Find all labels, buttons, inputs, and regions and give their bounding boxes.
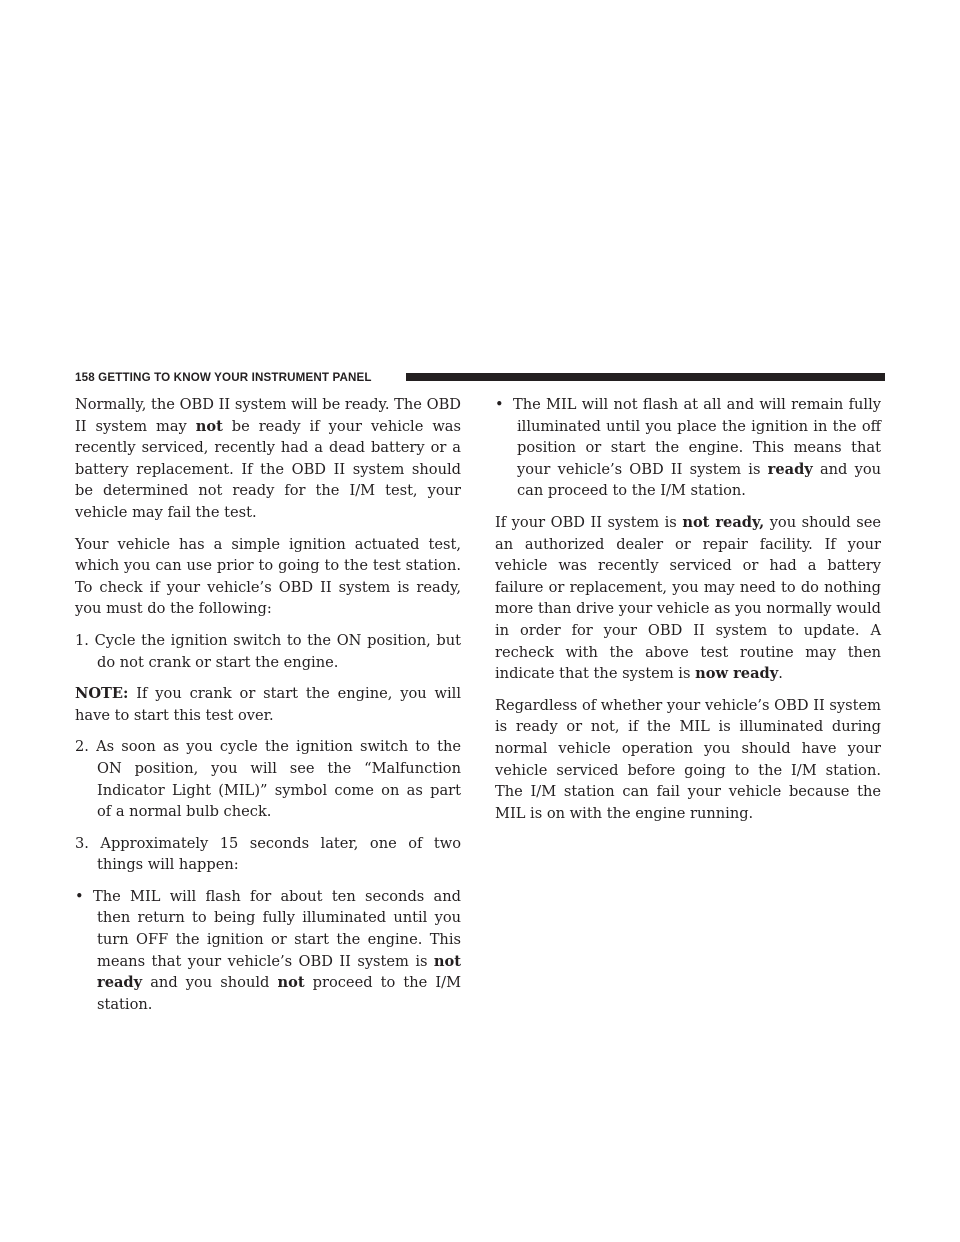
step-text: Approximately 15 seconds later, one of two things will happen: [97,834,462,874]
text-span: and you should [142,974,278,992]
emphasis-not-ready: not ready, [682,513,765,531]
step-text: As soon as you cycle the ignition switch to the ON position, you will see the “Malfunction Indicator Light (MIL)” symbol come on as part of a normal bulb check. [96,738,461,821]
text-span: The MIL will flash for about ten seconds and then return to being fully illuminated until you turn OFF the ignition or start the engine. This means that your vehicle’s OBD II system is [93,887,461,970]
step-2 [75,736,461,822]
text-span: . [778,665,783,683]
step-1 [75,630,461,673]
page-header [75,370,885,386]
text-span: you should see an authorized dealer or repair facility. If your vehicle was recently serviced or had a battery failure or replacement, you may need to do nothing more than drive your vehicle as you normally would in order for your OBD II system to update. A recheck with the above test routine may then indicate that the system is [495,513,881,683]
page-number: 158 [75,371,95,384]
emphasis-not: not [195,417,223,435]
text-span: be ready if your vehicle was recently serviced, recently had a dead battery or a battery replacement. If the OBD II system should be determined not ready for the I/M test, your vehicle may fail the test. [75,417,461,521]
bullet-mil-steady [495,394,881,502]
paragraph-ignition-test: Your vehicle has a simple ignition actuated test, which you can use prior to going to the test station. To check if your vehicle’s OBD II system is ready, you must do the following: [75,535,461,618]
text-span: and you can proceed to the I/M station. [517,460,882,500]
bullet-icon: • [495,396,504,413]
paragraph-obd-ready [75,394,461,524]
emphasis-ready: ready [767,460,813,478]
text-span: proceed to the I/M station. [97,974,462,1013]
emphasis-not: not [277,974,305,992]
text-span: The MIL will not flash at all and will remain fully illuminated until you place the ignition in the off position or start the engine. This means that your vehicle’s OBD II system is [513,396,881,478]
bullet-mil-flash [75,886,461,1016]
bullet-icon: • [75,887,84,905]
emphasis-not-ready: not ready [97,952,461,992]
note [75,683,461,726]
step-number: 2. [75,738,89,756]
header-title [75,371,372,384]
emphasis-now-ready: now ready [695,665,779,683]
section-title: GETTING TO KNOW YOUR INSTRUMENT PANEL [98,371,372,384]
text-span: Normally, the OBD II system will be ready. The OBD II system may [75,396,461,435]
step-number: 3. [75,834,89,852]
header-rule [406,373,885,381]
step-3 [75,833,461,876]
paragraph-mil-illuminated: Regardless of whether your vehicle’s OBD II system is ready or not, if the MIL is illuminated during normal vehicle operation you should have your vehicle serviced before going to the I/M station. The I/M station can fail your vehicle because the MIL is on with the engine running. [495,696,881,822]
step-number: 1. [75,631,89,649]
text-span: If your OBD II system is [495,513,683,531]
right-column [495,394,881,834]
note-text: If you crank or start the engine, you will have to start this test over. [75,685,461,724]
left-column [75,394,461,1025]
paragraph-not-ready [495,512,881,685]
note-label: NOTE: [75,685,129,703]
step-text: Cycle the ignition switch to the ON position, but do not crank or start the engine. [94,631,462,671]
